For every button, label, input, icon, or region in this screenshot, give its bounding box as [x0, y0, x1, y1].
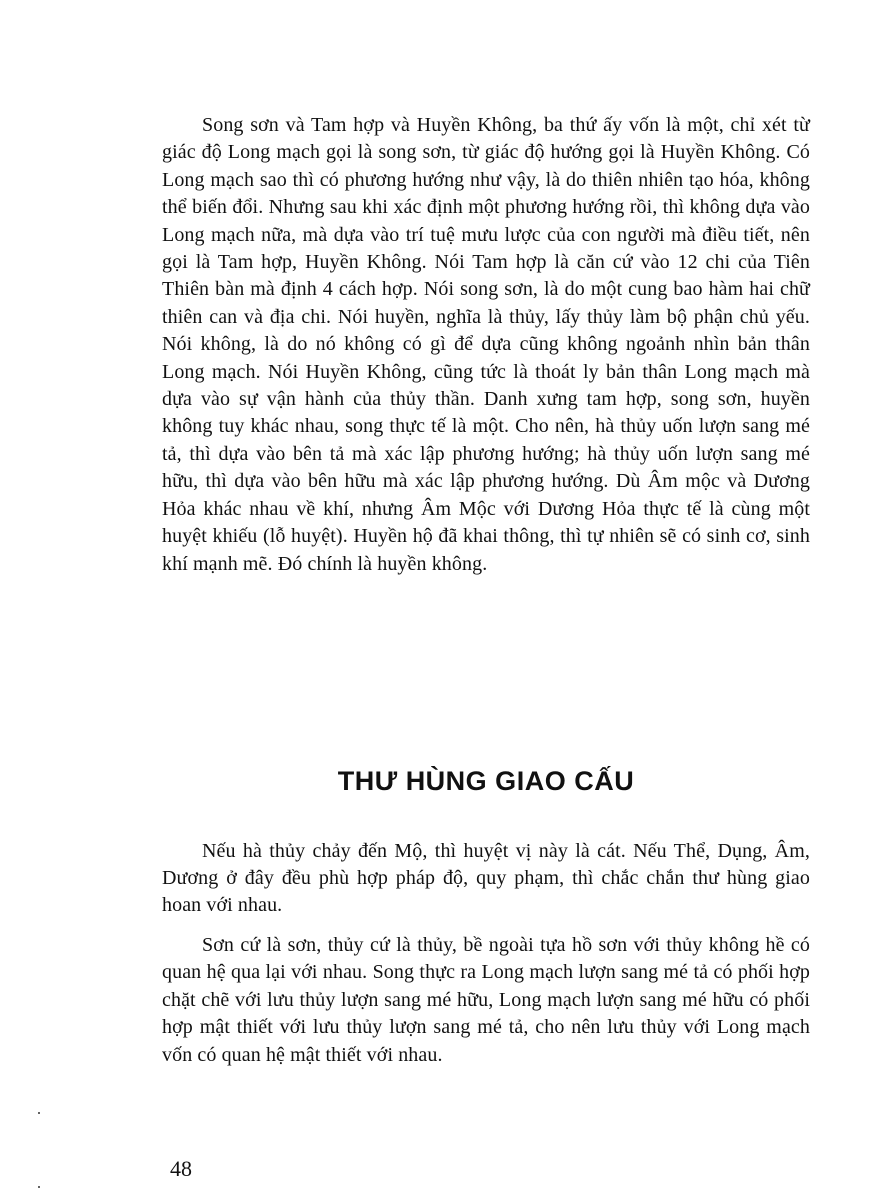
body-paragraph: Song sơn và Tam hợp và Huyền Không, ba thứ ấy vốn là một, chỉ xét từ giác độ Long mạch gọi là song sơn, từ giác độ hướng gọi là Huyền Không. Có Long mạch sao thì có phương hướng như vậy, là do thiên nhiên tạo hóa, không thể biến đổi. Nhưng sau khi xác định một phương hướng rồi, thì không dựa vào Long mạch nữa, mà dựa vào trí tuệ mưu lược của con người mà điều tiết, nên gọi là Tam hợp, Huyền Không. Nói Tam hợp là căn cứ vào 12 chi của Tiên Thiên bàn mà định 4 cách hợp. Nói song sơn, là do một cung bao hàm hai chữ thiên can và địa chi. Nói huyền, nghĩa là thủy, lấy thủy làm bộ phận chủ yếu. Nói không, là do nó không có gì để dựa cũng không ngoảnh nhìn bản thân Long mạch. Nói Huyền Không, cũng tức là thoát ly bản thân Long mạch mà dựa vào sự vận hành của thủy thần. Danh xưng tam hợp, song sơn, huyền không tuy khác nhau, song thực tế là một. Cho nên, hà thủy uốn lượn sang mé tả, thì dựa vào bên tả mà xác lập phương hướng; hà thủy uốn lượn sang mé hữu, thì dựa vào bên hữu mà xác lập phương hướng. Dù Âm mộc và Dương Hỏa khác nhau về khí, nhưng Âm Mộc với Dương Hỏa thực tế là cùng một huyệt khiếu (lỗ huyệt). Huyền hộ đã khai thông, thì tự nhiên sẽ có sinh cơ, sinh khí mạnh mẽ. Đó chính là huyền không. [162, 114, 810, 575]
section-heading: THƯ HÙNG GIAO CẤU [337, 766, 635, 796]
body-paragraph: Sơn cứ là sơn, thủy cứ là thủy, bề ngoài tựa hồ sơn với thủy không hề có quan hệ qua lại với nhau. Song thực ra Long mạch lượn sang mé tả có phối hợp chặt chẽ với lưu thủy lượn sang mé hữu, Long mạch lượn sang mé hữu có phối hợp mật thiết với lưu thủy lượn sang mé tả, cho nên lưu thủy với Long mạch vốn có quan hệ mật thiết với nhau. [162, 934, 810, 1066]
scan-speck [38, 1186, 40, 1188]
page-number: 48 [170, 1156, 192, 1181]
body-paragraph: Nếu hà thủy chảy đến Mộ, thì huyệt vị này là cát. Nếu Thể, Dụng, Âm, Dương ở đây đều phù hợp pháp độ, quy phạm, thì chắc chắn thư hùng giao hoan với nhau. [162, 840, 810, 916]
scan-speck [38, 1112, 40, 1114]
